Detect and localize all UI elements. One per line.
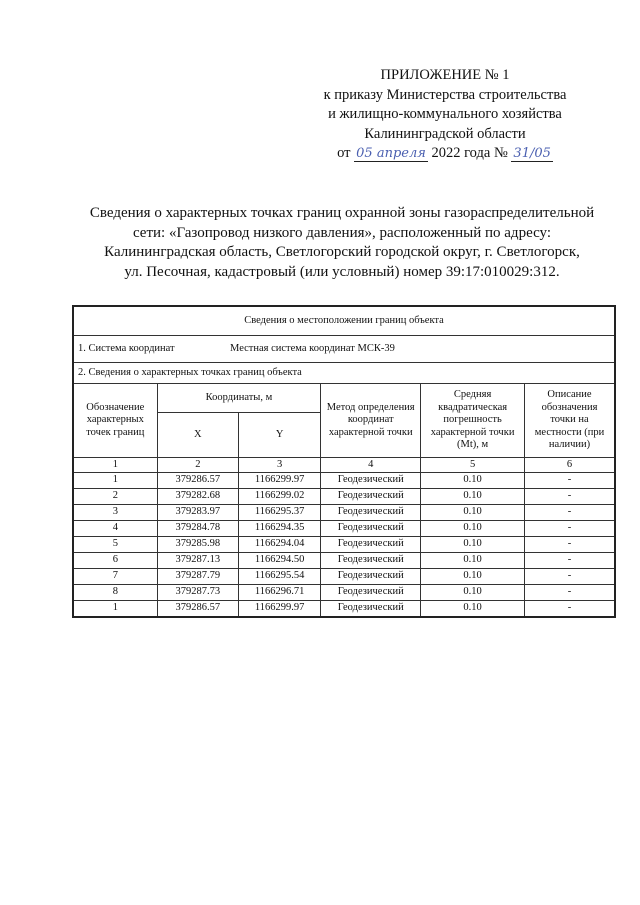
table-row: [73, 585, 615, 601]
header-y: Y: [239, 413, 321, 458]
error-cell: 0.10: [421, 521, 525, 537]
order-line-3: Калининградской области: [364, 125, 526, 142]
header-error: Средняя квадратическая погрешность характерной точки (Mt), м: [421, 384, 525, 458]
description-cell: -: [525, 585, 616, 601]
table-row: [73, 489, 615, 505]
error-cell: 0.10: [421, 553, 525, 569]
x-coordinate-cell: 379287.73: [157, 585, 238, 601]
point-id-cell: 1: [73, 601, 157, 618]
table-row: [73, 569, 615, 585]
point-id-cell: 6: [73, 553, 157, 569]
table-row: [73, 553, 615, 569]
column-number: 6: [525, 458, 616, 473]
error-cell: 0.10: [421, 569, 525, 585]
method-cell: Геодезический: [321, 601, 421, 618]
x-coordinate-cell: 379283.97: [157, 505, 238, 521]
order-line-1: к приказу Министерства строительства: [323, 86, 567, 103]
y-coordinate-cell: 1166299.97: [239, 601, 321, 618]
column-number: 2: [157, 458, 238, 473]
header-point: Обозначение характерных точек границ: [73, 384, 157, 458]
point-id-cell: 5: [73, 537, 157, 553]
method-cell: Геодезический: [321, 521, 421, 537]
table-row: [73, 521, 615, 537]
error-cell: 0.10: [421, 601, 525, 618]
boundary-points-table: [72, 305, 616, 618]
header-coords: Координаты, м: [157, 384, 321, 413]
coordinate-system-label: 1. Система координат: [78, 342, 175, 354]
coordinate-system-value: Местная система координат МСК-39: [230, 342, 395, 354]
x-coordinate-cell: 379285.98: [157, 537, 238, 553]
y-coordinate-cell: 1166295.37: [239, 505, 321, 521]
table-row: [73, 473, 615, 489]
description-cell: -: [525, 569, 616, 585]
method-cell: Геодезический: [321, 537, 421, 553]
section-title: Сведения о местоположении границ объекта: [73, 306, 615, 336]
method-cell: Геодезический: [321, 473, 421, 489]
description-cell: -: [525, 537, 616, 553]
error-cell: 0.10: [421, 537, 525, 553]
handwritten-date: 05 апреля: [356, 146, 426, 161]
description-cell: -: [525, 489, 616, 505]
error-cell: 0.10: [421, 505, 525, 521]
column-number-row: [73, 458, 615, 473]
description-cell: -: [525, 473, 616, 489]
method-cell: Геодезический: [321, 553, 421, 569]
table-row: [73, 601, 615, 618]
x-coordinate-cell: 379282.68: [157, 489, 238, 505]
y-coordinate-cell: 1166299.02: [239, 489, 321, 505]
x-coordinate-cell: 379286.57: [157, 601, 238, 618]
point-id-cell: 3: [73, 505, 157, 521]
document-title: [62, 204, 622, 282]
description-cell: -: [525, 553, 616, 569]
header-x: X: [157, 413, 238, 458]
table-row: [73, 537, 615, 553]
point-id-cell: 2: [73, 489, 157, 505]
title-line-4: ул. Песочная, кадастровый (или условный) номер 39:17:010029:312.: [124, 263, 560, 280]
point-id-cell: 4: [73, 521, 157, 537]
handwritten-order-number: 31/05: [513, 146, 551, 161]
x-coordinate-cell: 379284.78: [157, 521, 238, 537]
table-row: [73, 505, 615, 521]
y-coordinate-cell: 1166296.71: [239, 585, 321, 601]
column-number: 5: [421, 458, 525, 473]
y-coordinate-cell: 1166295.54: [239, 569, 321, 585]
date-middle: 2022 года №: [431, 145, 508, 161]
column-number: 3: [239, 458, 321, 473]
y-coordinate-cell: 1166299.97: [239, 473, 321, 489]
point-id-cell: 1: [73, 473, 157, 489]
description-cell: -: [525, 505, 616, 521]
title-line-3: Калининградская область, Светлогорский городской округ, г. Светлогорск,: [104, 244, 580, 260]
method-cell: Геодезический: [321, 569, 421, 585]
error-cell: 0.10: [421, 473, 525, 489]
y-coordinate-cell: 1166294.04: [239, 537, 321, 553]
point-id-cell: 8: [73, 585, 157, 601]
method-cell: Геодезический: [321, 505, 421, 521]
x-coordinate-cell: 379287.13: [157, 553, 238, 569]
method-cell: Геодезический: [321, 489, 421, 505]
coordinate-system-row: [73, 336, 615, 363]
description-cell: -: [525, 601, 616, 618]
date-prefix: от: [337, 145, 351, 161]
title-line-2: сети: «Газопровод низкого давления», расположенный по адресу:: [132, 224, 552, 241]
header-description: Описание обозначения точки на местности (при наличии): [525, 384, 616, 458]
point-id-cell: 7: [73, 569, 157, 585]
column-number: 4: [321, 458, 421, 473]
method-cell: Геодезический: [321, 585, 421, 601]
y-coordinate-cell: 1166294.50: [239, 553, 321, 569]
appendix-header: [300, 66, 590, 164]
table-body: [73, 473, 615, 618]
y-coordinate-cell: 1166294.35: [239, 521, 321, 537]
order-date-line: [300, 144, 590, 164]
x-coordinate-cell: 379287.79: [157, 569, 238, 585]
header-method: Метод определения координат характерной точки: [321, 384, 421, 458]
x-coordinate-cell: 379286.57: [157, 473, 238, 489]
points-section-title: 2. Сведения о характерных точках границ объекта: [73, 363, 615, 384]
error-cell: 0.10: [421, 489, 525, 505]
error-cell: 0.10: [421, 585, 525, 601]
appendix-title: ПРИЛОЖЕНИЕ № 1: [380, 67, 510, 83]
description-cell: -: [525, 521, 616, 537]
title-line-1: Сведения о характерных точках границ охранной зоны газораспределительной: [89, 205, 595, 221]
order-line-2: и жилищно-коммунального хозяйства: [328, 106, 562, 122]
column-number: 1: [73, 458, 157, 473]
